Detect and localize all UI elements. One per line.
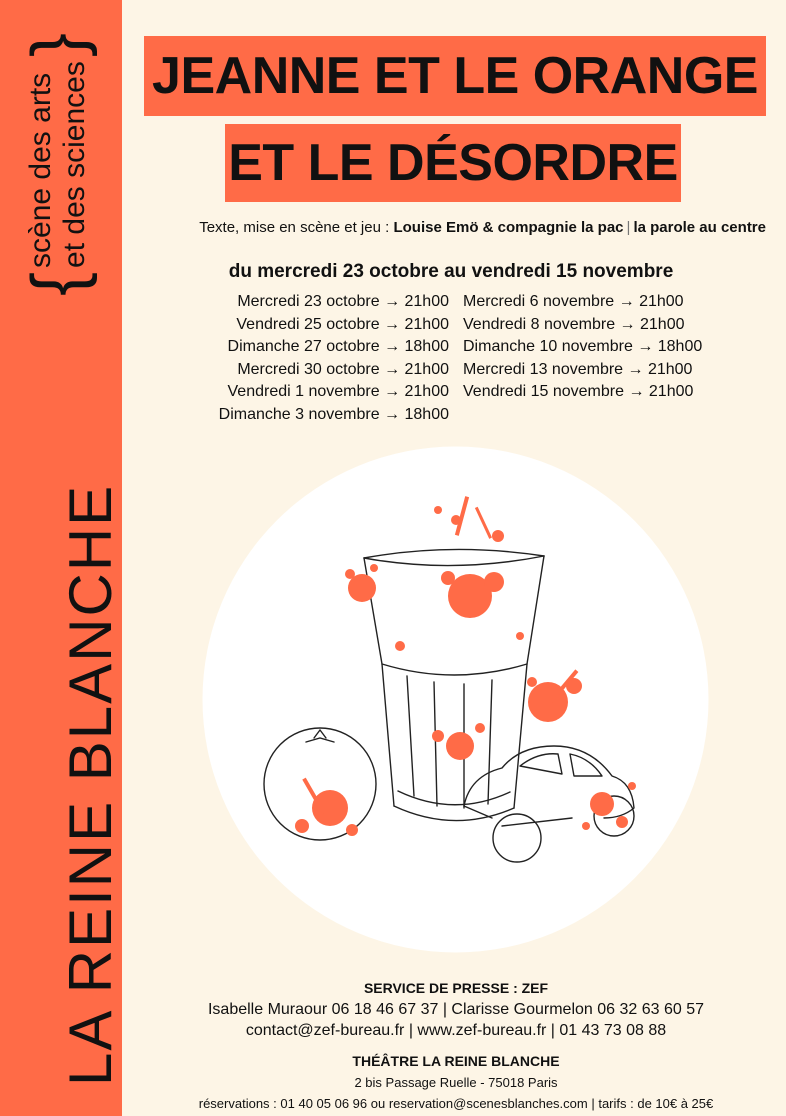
theatre-booking: réservations : 01 40 05 06 96 ou reservation@scenesblanches.com | tarifs : de 10€ à 25€ <box>198 1096 714 1111</box>
date-item: Dimanche 27 octobre → 18h00 <box>227 338 449 355</box>
theatre-name: THÉÂTRE LA REINE BLANCHE <box>352 1053 560 1069</box>
credits: Texte, mise en scène et jeu : Louise Emö & compagnie la pac | la parole au centre <box>199 219 766 236</box>
tagline-line-2: et des sciences <box>58 61 91 268</box>
tagline-line-1: scène des arts <box>24 72 57 268</box>
date-item: Vendredi 1 novembre → 21h00 <box>227 383 449 400</box>
venue-tagline <box>18 29 98 300</box>
dates-right-column <box>463 291 702 404</box>
press-contacts: Isabelle Muraour 06 18 46 67 37 | Clarisse Gourmelon 06 32 63 60 57 <box>207 1001 705 1018</box>
illustration <box>202 446 709 953</box>
date-item: Dimanche 10 novembre → 18h00 <box>463 338 703 355</box>
date-item: Mercredi 6 novembre → 21h00 <box>463 293 684 310</box>
date-item: Mercredi 13 novembre → 21h00 <box>463 360 693 378</box>
dates-left-column <box>219 291 449 426</box>
credits-company: la parole au centre <box>633 219 766 236</box>
theatre-address: 2 bis Passage Ruelle - 75018 Paris <box>354 1075 558 1090</box>
date-item: Vendredi 15 novembre → 21h00 <box>463 383 694 400</box>
right-brace-icon: } <box>18 33 98 58</box>
credits-prefix: Texte, mise en scène et jeu : <box>199 219 390 236</box>
title-line-1: JEANNE ET LE ORANGE <box>144 36 766 116</box>
press-web: contact@zef-bureau.fr | www.zef-bureau.fr | 01 43 73 08 88 <box>245 1022 667 1039</box>
date-range: du mercredi 23 octobre au vendredi 15 novembre <box>228 261 674 282</box>
press-block <box>126 978 786 1114</box>
left-brace-icon: { <box>18 271 98 296</box>
title-line-2: ET LE DÉSORDRE <box>225 124 681 202</box>
date-item: Dimanche 3 novembre → 18h00 <box>218 405 449 423</box>
credits-names: Louise Emö & compagnie la pac <box>393 219 624 236</box>
venue-name: LA REINE BLANCHE <box>57 483 124 1086</box>
press-heading: SERVICE DE PRESSE : ZEF <box>363 980 549 996</box>
date-item: Mercredi 30 octobre → 21h00 <box>237 360 449 378</box>
date-item: Mercredi 23 octobre → 21h00 <box>237 293 449 310</box>
date-item: Vendredi 25 octobre → 21h00 <box>236 315 449 333</box>
date-item: Vendredi 8 novembre → 21h00 <box>463 315 685 333</box>
